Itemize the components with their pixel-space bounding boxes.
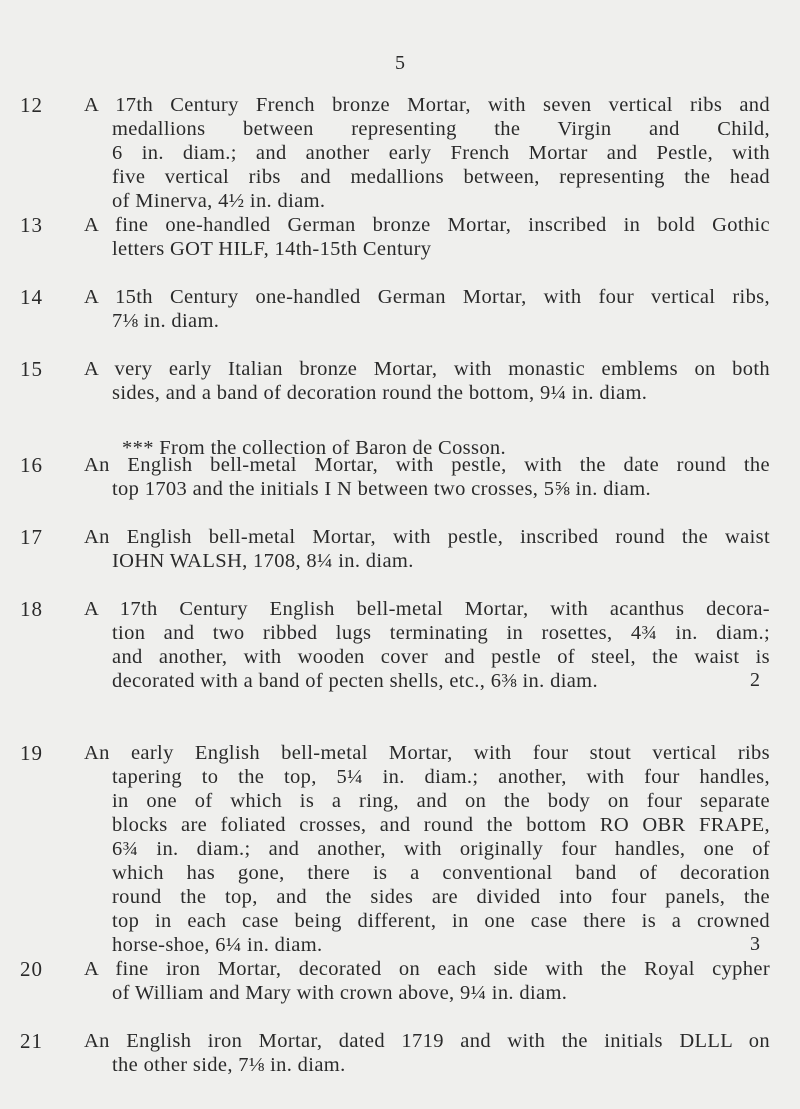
description-line: top 1703 and the initials I N between two crosses, 5⅝ in. diam. <box>112 478 652 500</box>
lot-description <box>84 525 770 573</box>
lot-description <box>84 1029 770 1077</box>
lot-description <box>84 957 770 1005</box>
lot-number: 13 <box>20 213 43 237</box>
description-line: 6 in. diam.; and another early French Mortar and Pestle, with <box>112 142 770 164</box>
description-line: tapering to the top, 5¼ in. diam.; another, with four handles, <box>112 766 770 788</box>
description-line: IOHN WALSH, 1708, 8¼ in. diam. <box>112 550 414 572</box>
lot-description <box>84 453 770 501</box>
description-line: An English bell-metal Mortar, with pestle, inscribed round the waist <box>84 526 770 548</box>
description-line: which has gone, there is a conventional band of decoration <box>112 862 770 884</box>
description-line: A fine one-handled German bronze Mortar, inscribed in bold Gothic <box>84 214 770 236</box>
lot-number: 16 <box>20 453 43 477</box>
description-line: 6¾ in. diam.; and another, with originally four handles, one of <box>112 838 770 860</box>
lot-number: 12 <box>20 93 43 117</box>
description-line: An English bell-metal Mortar, with pestle, with the date round the <box>84 454 770 476</box>
description-line: of Minerva, 4½ in. diam. <box>112 190 326 212</box>
description-line: in one of which is a ring, and on the body on four separate <box>112 790 770 812</box>
description-line: round the top, and the sides are divided into four panels, the <box>112 886 770 908</box>
lot-description <box>84 357 770 405</box>
description-line: decorated with a band of pecten shells, etc., 6⅜ in. diam. <box>112 670 598 692</box>
description-line: five vertical ribs and medallions between, representing the head <box>112 166 770 188</box>
lot-number: 21 <box>20 1029 43 1053</box>
description-line: sides, and a band of decoration round the bottom, 9¼ in. diam. <box>112 382 648 404</box>
description-line: letters GOT HILF, 14th-15th Century <box>112 238 432 260</box>
description-line: of William and Mary with crown above, 9¼ in. diam. <box>112 982 568 1004</box>
lot-number: 17 <box>20 525 43 549</box>
lot-description <box>84 741 770 957</box>
lot-description <box>84 213 770 261</box>
description-line: top in each case being different, in one case there is a crowned <box>112 910 770 932</box>
lot-number: 14 <box>20 285 43 309</box>
description-line: 7⅛ in. diam. <box>112 310 220 332</box>
lot-number: 18 <box>20 597 43 621</box>
description-line: horse-shoe, 6¼ in. diam. <box>112 934 323 956</box>
description-line: An English iron Mortar, dated 1719 and with the initials DLLL on <box>84 1030 770 1052</box>
lot-description <box>84 285 770 333</box>
description-line: and another, with wooden cover and pestle of steel, the waist is <box>112 646 770 668</box>
lot-quantity: 3 <box>750 933 760 955</box>
page-number: 5 <box>395 52 405 74</box>
lot-number: 19 <box>20 741 43 765</box>
description-line: A very early Italian bronze Mortar, with monastic emblems on both <box>84 358 770 380</box>
lot-number: 20 <box>20 957 43 981</box>
lot-quantity: 2 <box>750 669 760 691</box>
description-line: medallions between representing the Virgin and Child, <box>112 118 770 140</box>
description-line: A 17th Century French bronze Mortar, with seven vertical ribs and <box>84 94 770 116</box>
description-line: blocks are foliated crosses, and round the bottom RO OBR FRAPE, <box>112 814 770 836</box>
description-line: the other side, 7⅛ in. diam. <box>112 1054 346 1076</box>
description-line: An early English bell-metal Mortar, with four stout vertical ribs <box>84 742 770 764</box>
lot-number: 15 <box>20 357 43 381</box>
description-line: tion and two ribbed lugs terminating in rosettes, 4¾ in. diam.; <box>112 622 770 644</box>
lot-description <box>84 93 770 213</box>
lot-description <box>84 597 770 693</box>
description-line: A 15th Century one-handled German Mortar, with four vertical ribs, <box>84 286 770 308</box>
provenance-note: *** From the collection of Baron de Cosson. <box>122 437 506 459</box>
description-line: A 17th Century English bell-metal Mortar, with acanthus decora- <box>84 598 770 620</box>
description-line: A fine iron Mortar, decorated on each side with the Royal cypher <box>84 958 770 980</box>
